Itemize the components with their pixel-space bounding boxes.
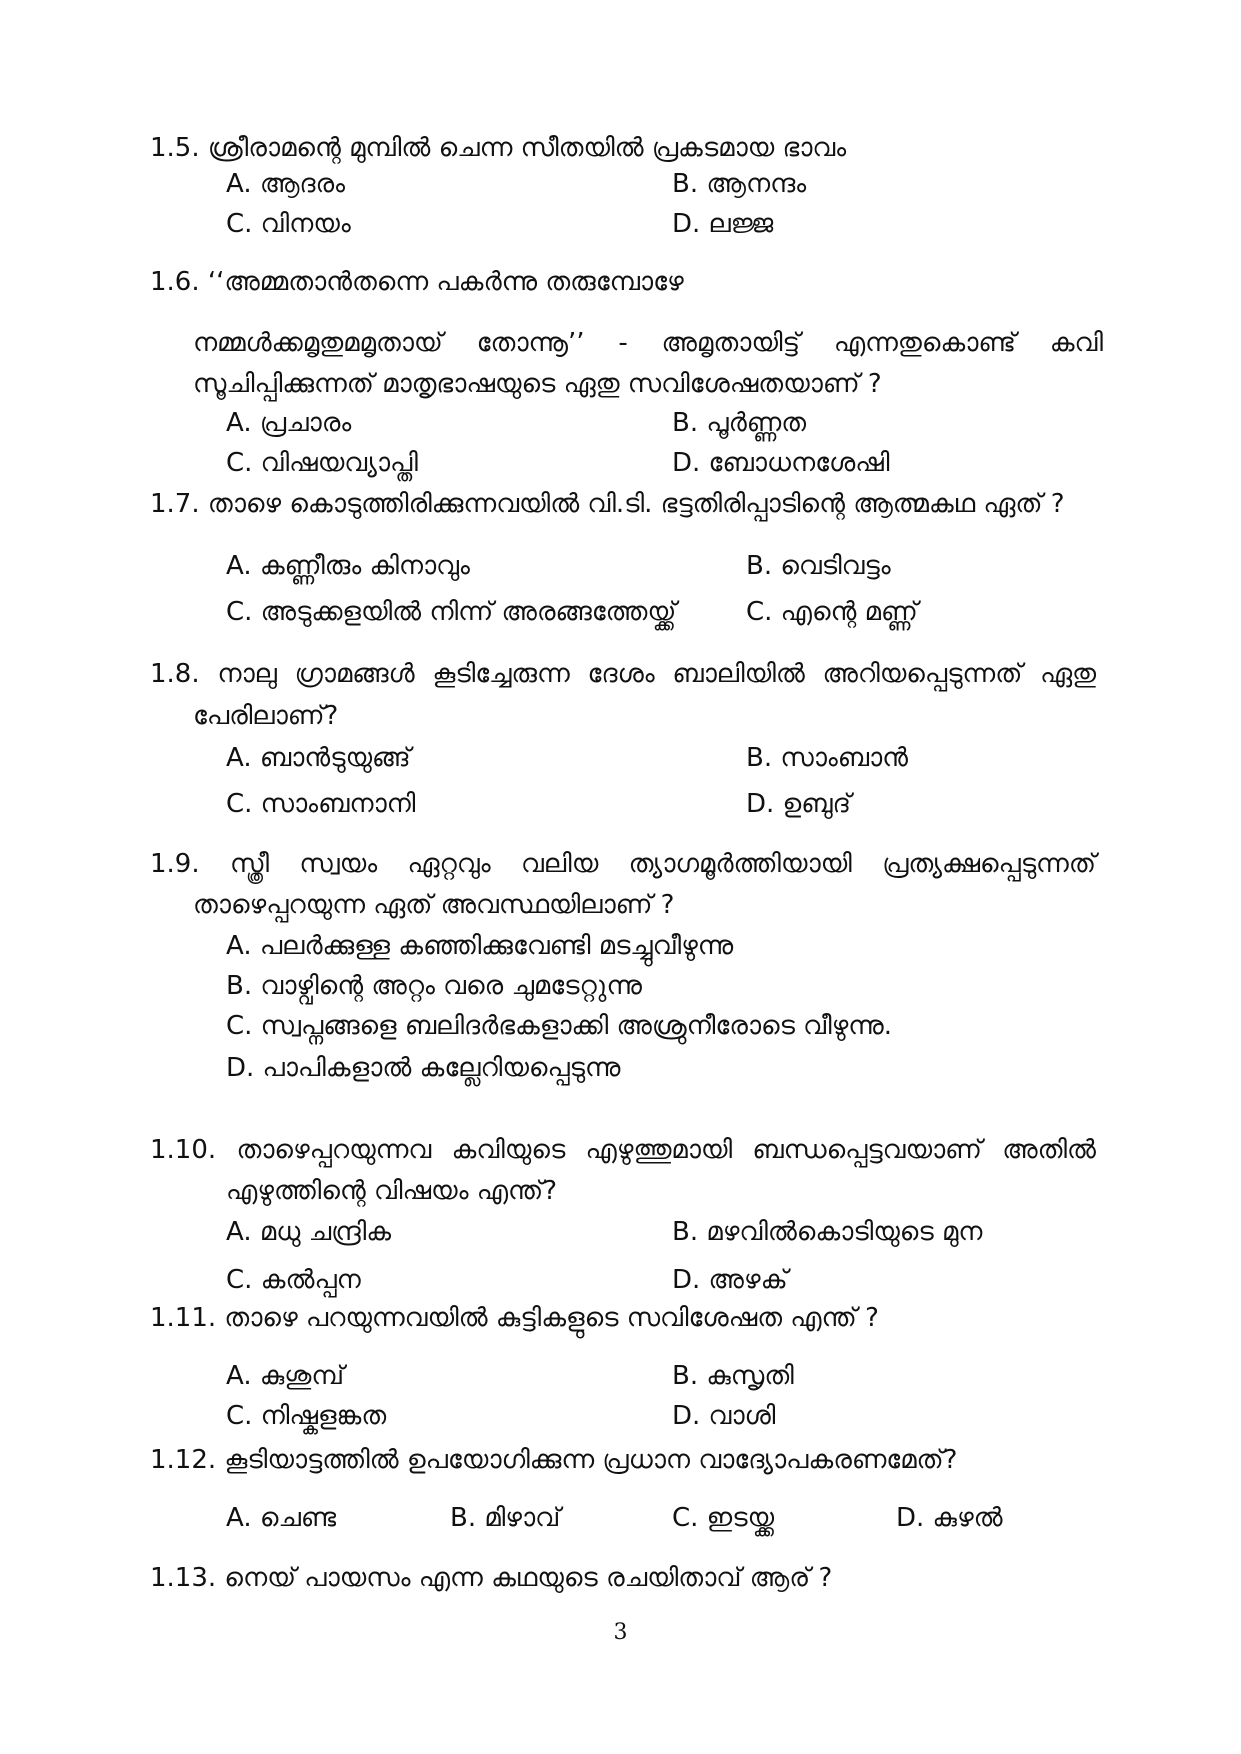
option-b: B. പൂർണ്ണത bbox=[672, 408, 807, 438]
question-number: 1.11. bbox=[150, 1303, 217, 1333]
option-a: A. ബാൻടുയുങ്ങ് bbox=[226, 743, 411, 773]
question-text: നാലു ഗ്രാമങ്ങൾ കൂടിച്ചേരുന്ന ദേശം ബാലിയിൽ അറിയപ്പെടുന്നത് ഏതു bbox=[217, 659, 1097, 689]
question-1-12 bbox=[150, 1440, 1100, 1480]
question-number: 1.8. bbox=[150, 659, 200, 689]
question-text: താഴെ കൊടുത്തിരിക്കുന്നവയിൽ വി.ടി. ഭട്ടതിരിപ്പാടിന്റെ ആത്മകഥ ഏത് ? bbox=[207, 489, 1065, 519]
question-text: ശ്രീരാമന്റെ മുമ്പിൽ ചെന്ന സീതയിൽ പ്രകടമായ ഭാവം bbox=[207, 133, 847, 163]
option-d: D. ബോധനശേഷി bbox=[672, 448, 890, 478]
option-a: A. കുശുമ്പ് bbox=[226, 1361, 345, 1391]
question-number: 1.10. bbox=[150, 1135, 217, 1165]
question-number: 1.6. bbox=[150, 267, 200, 297]
question-text: ‘‘അമ്മതാൻതന്നെ പകർന്നു തരുമ്പോഴേ bbox=[207, 267, 684, 297]
question-text: സ്ത്രീ സ്വയം ഏറ്റവും വലിയ ത്യാഗമൂർത്തിയായി പ്രത്യക്ഷപ്പെടുന്നത് bbox=[230, 849, 1096, 879]
option-c: C. കൽപ്പന bbox=[226, 1265, 361, 1295]
question-1-7 bbox=[150, 484, 1100, 524]
option-b: B. സാംബാൻ bbox=[746, 743, 909, 773]
question-1-9 bbox=[150, 844, 1096, 884]
question-text-line: പേരിലാണ്? bbox=[193, 701, 339, 731]
option-b: B. കുസൃതി bbox=[672, 1361, 794, 1391]
option-a: A. മധു ചന്ദ്രിക bbox=[226, 1217, 392, 1247]
question-number: 1.12. bbox=[150, 1445, 217, 1475]
question-1-11 bbox=[150, 1298, 1100, 1338]
question-number: 1.9. bbox=[150, 849, 200, 879]
question-text: താഴെ പറയുന്നവയിൽ കുട്ടികളുടെ സവിശേഷത എന്ത് ? bbox=[224, 1303, 879, 1333]
option-c-second: C. എന്റെ മണ്ണ് bbox=[746, 597, 918, 627]
question-1-13 bbox=[150, 1558, 1100, 1598]
question-number: 1.13. bbox=[150, 1563, 217, 1593]
question-text-line: താഴെപ്പറയുന്ന ഏത് അവസ്ഥയിലാണ് ? bbox=[193, 890, 675, 920]
question-1-6 bbox=[150, 262, 1100, 302]
option-a: A. കണ്ണീരും കിനാവും bbox=[226, 551, 470, 581]
page-number: 3 bbox=[613, 1620, 628, 1645]
question-1-8 bbox=[150, 654, 1096, 694]
option-a: A. പ്രചാരം bbox=[226, 408, 352, 438]
question-text-line: സൂചിപ്പിക്കുന്നത് മാതൃഭാഷയുടെ ഏതു സവിശേഷതയാണ് ? bbox=[193, 369, 882, 399]
option-b: B. വെടിവട്ടം bbox=[746, 551, 891, 581]
option-c: C. സ്വപ്നങ്ങളെ ബലിദർഭകളാക്കി അശ്രുനീരോടെ വീഴുന്നു. bbox=[226, 1011, 892, 1041]
option-a: A. ചെണ്ട bbox=[226, 1503, 337, 1533]
option-b: B. മിഴാവ് bbox=[450, 1503, 561, 1533]
option-b: B. വാഴ്വിന്റെ അറ്റം വരെ ചുമടേറ്റുന്നു bbox=[226, 971, 642, 1001]
option-a: A. പലർക്കുള്ള കഞ്ഞിക്കുവേണ്ടി മടച്ചുവീഴുന്നു bbox=[226, 931, 734, 961]
option-d: D. അഴക് bbox=[672, 1265, 788, 1295]
option-d: D. ലജ്ജ bbox=[672, 209, 774, 239]
option-c: C. വിഷയവ്യാപ്തി bbox=[226, 448, 418, 478]
question-number: 1.7. bbox=[150, 489, 200, 519]
option-d: D. പാപികളാൽ കല്ലേറിയപ്പെടുന്നു bbox=[226, 1053, 621, 1083]
question-1-5 bbox=[150, 128, 1100, 168]
question-text-line: നമ്മൾക്കമൃതുമമൃതായ് തോന്നൂ’’ - അമൃതായിട്ട് എന്നതുകൊണ്ട് കവി bbox=[193, 328, 1103, 358]
option-a: A. ആദരം bbox=[226, 169, 346, 199]
question-text-line: എഴുത്തിന്റെ വിഷയം എന്ത്? bbox=[226, 1176, 558, 1206]
option-d: D. ഉബുദ് bbox=[746, 789, 851, 819]
option-c: C. ഇടയ്ക്ക bbox=[672, 1503, 775, 1533]
question-1-10 bbox=[150, 1130, 1096, 1170]
question-text: കൂടിയാട്ടത്തിൽ ഉപയോഗിക്കുന്ന പ്രധാന വാദ്യോപകരണമേത്? bbox=[224, 1445, 958, 1475]
option-c: C. സാംബനാനി bbox=[226, 789, 416, 819]
question-number: 1.5. bbox=[150, 133, 200, 163]
option-c: C. നിഷ്കളങ്കത bbox=[226, 1401, 387, 1431]
option-d: D. വാശി bbox=[672, 1401, 776, 1431]
question-text: താഴെപ്പറയുന്നവ കവിയുടെ എഴുത്തുമായി ബന്ധപ്പെട്ടവയാണ് അതിൽ bbox=[236, 1135, 1097, 1165]
question-text: നെയ് പായസം എന്ന കഥയുടെ രചയിതാവ് ആര് ? bbox=[224, 1563, 833, 1593]
option-c: C. അടുക്കളയിൽ നിന്ന് അരങ്ങത്തേയ്ക്ക് bbox=[226, 597, 677, 627]
option-b: B. ആനന്ദം bbox=[672, 169, 807, 199]
option-c: C. വിനയം bbox=[226, 209, 351, 239]
option-b: B. മഴവിൽകൊടിയുടെ മുന bbox=[672, 1217, 983, 1247]
option-d: D. കുഴൽ bbox=[896, 1503, 1003, 1533]
